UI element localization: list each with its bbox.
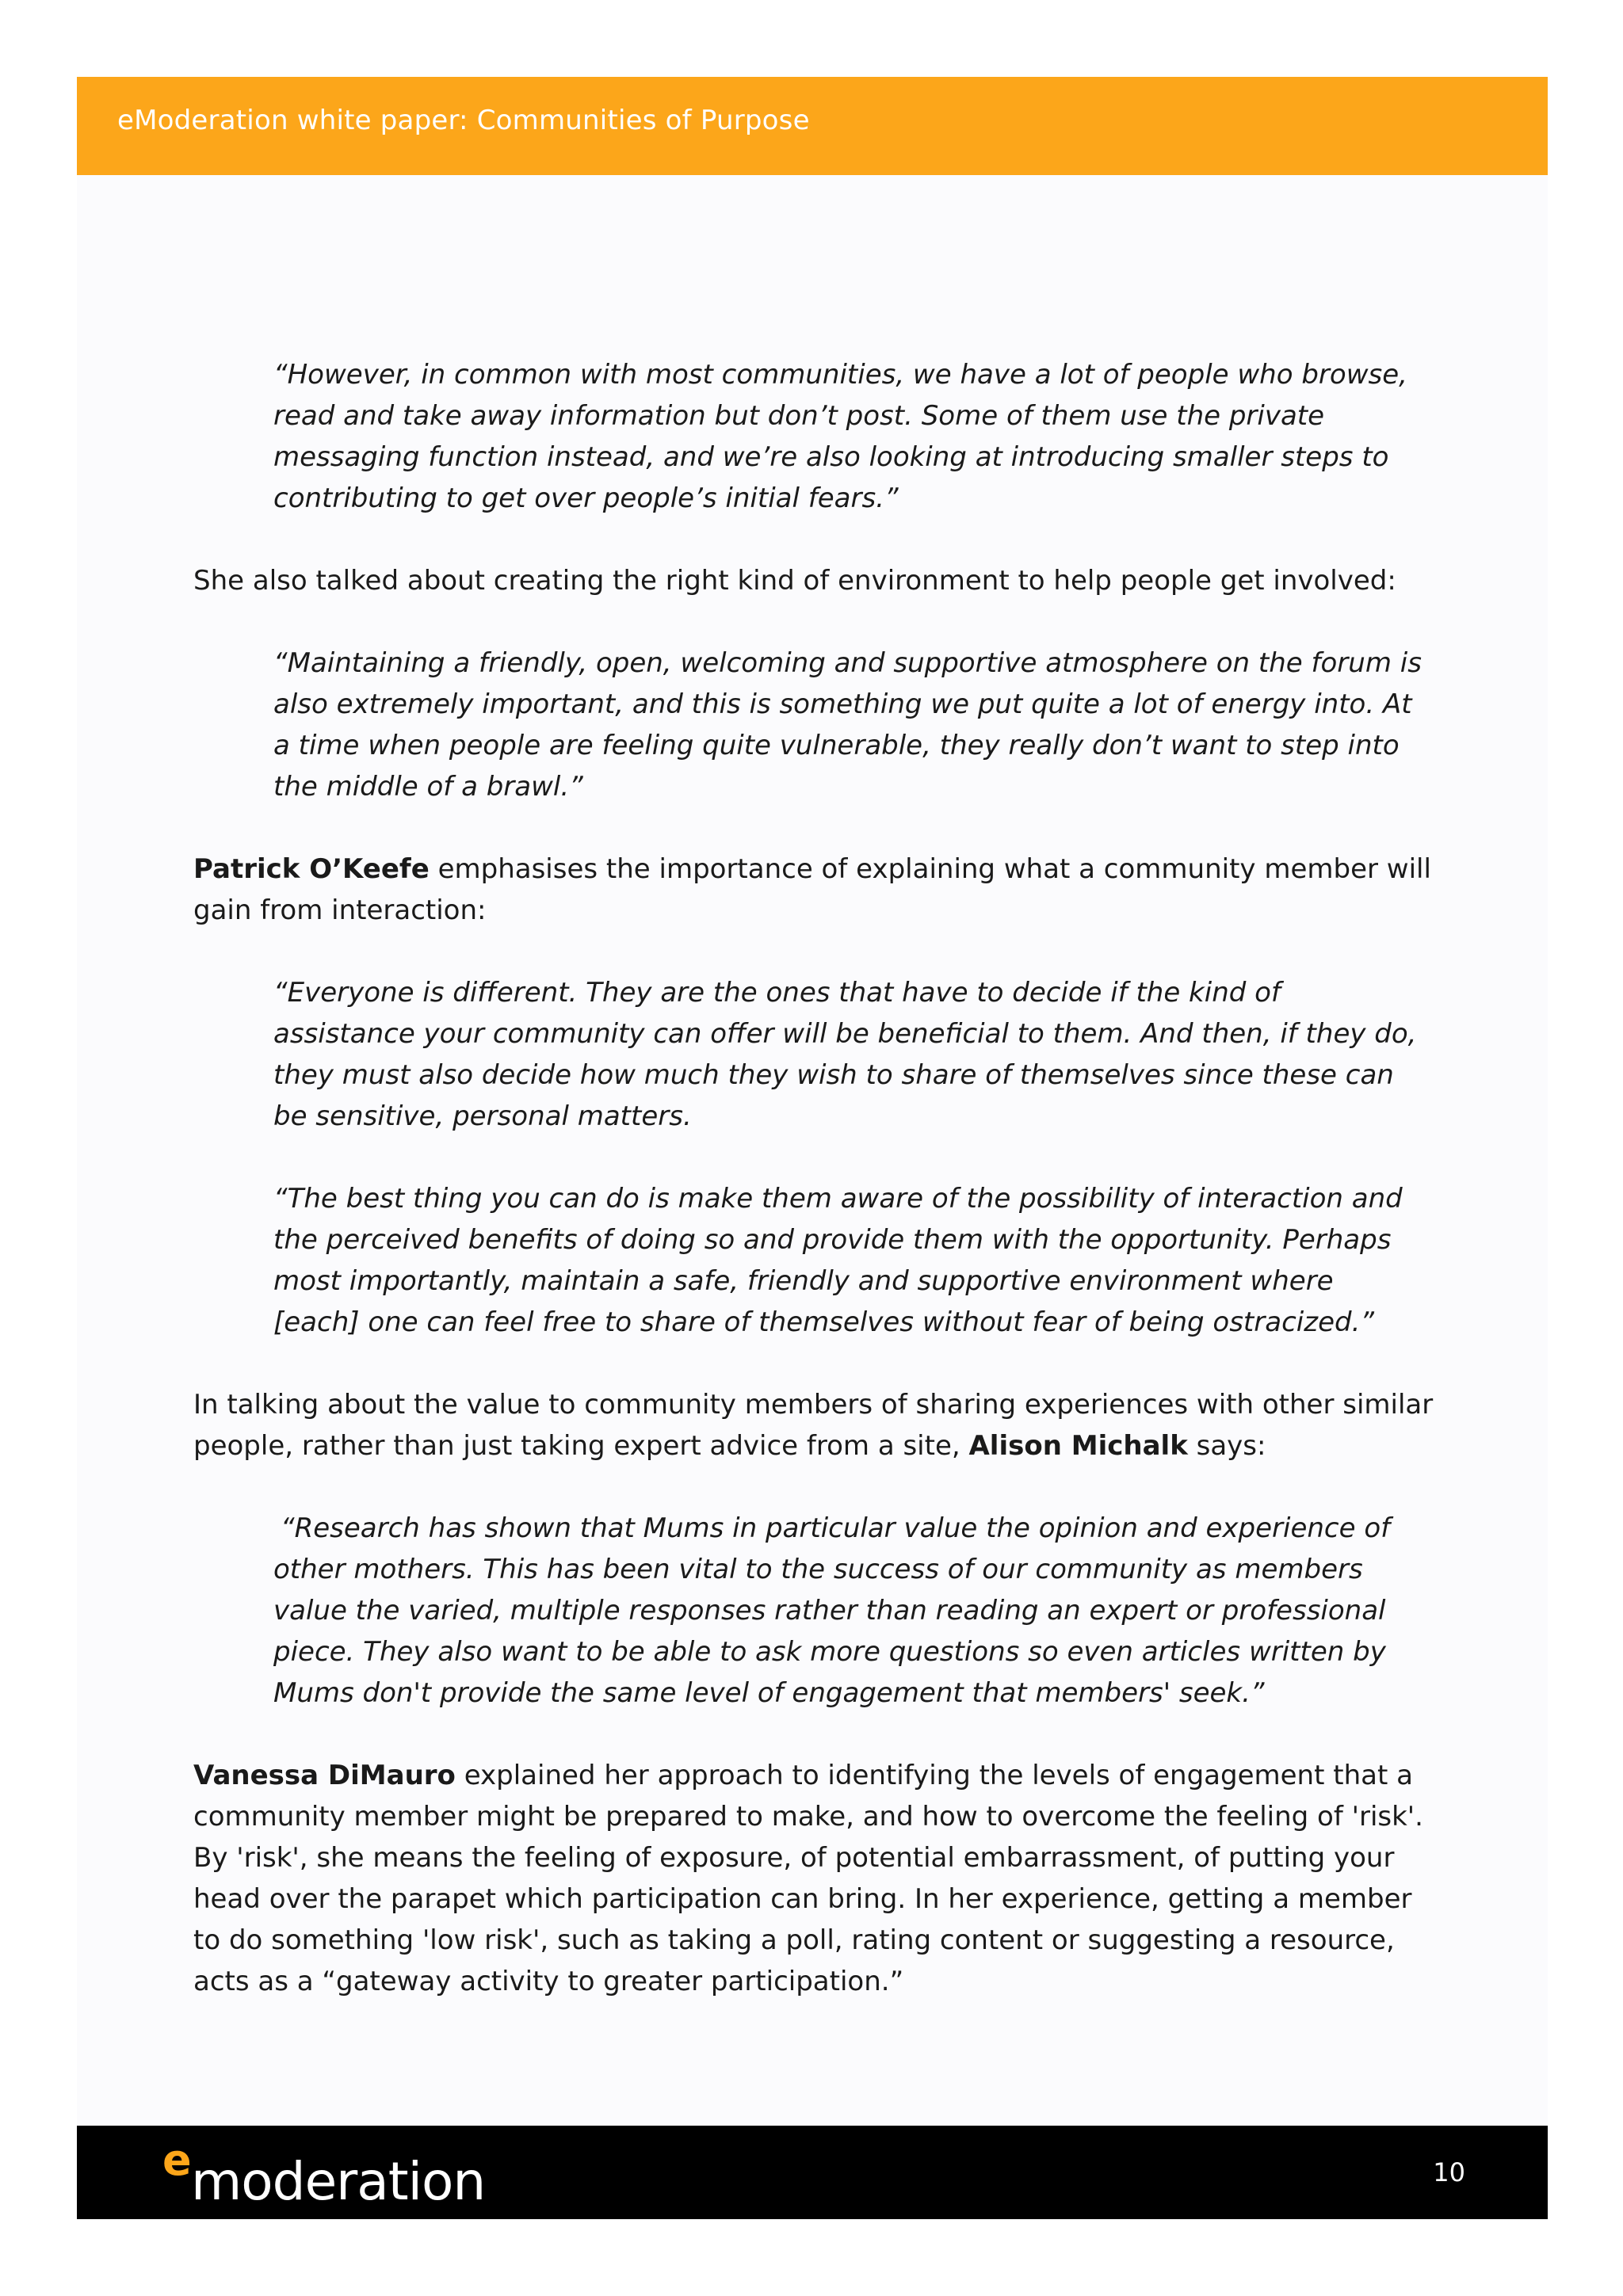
- paragraph-text: says:: [1187, 1430, 1266, 1462]
- quote-paragraph: “Everyone is different. They are the ones that have to decide if the kind of assistance your community can offer will be beneficial to them. And then, if they do, they must also decide how much they wish to share of themselves since these can be sensitive, personal matters.: [273, 977, 1417, 1132]
- person-name: Alison Michalk: [968, 1430, 1188, 1462]
- quote-paragraph: “Maintaining a friendly, open, welcoming and supportive atmosphere on the forum is also extremely important, and this is something we put quite a lot of energy into. At a time when people are feeling quite vulnerable, they really don’t want to step into the middle of a brawl.”: [273, 647, 1422, 803]
- page-footer: [77, 2126, 1548, 2219]
- header-title: eModeration white paper: Communities of Purpose: [117, 105, 810, 136]
- logo-wordmark: moderation: [191, 2151, 486, 2212]
- paragraph-text: emphasises the importance of explaining what a community member will gain from interaction:: [193, 853, 1431, 926]
- body-paragraph: [193, 1384, 1445, 1466]
- body-paragraph: She also talked about creating the right kind of environment to help people get involved:: [193, 565, 1396, 597]
- paragraph-text: In talking about the value to community members of sharing experiences with other similar people, rather than just taking expert advice from a site,: [193, 1389, 1434, 1462]
- quote-paragraph: “The best thing you can do is make them aware of the possibility of interaction and the perceived benefits of doing so and provide them with the opportunity. Perhaps most importantly, maintain a safe, friendly and supportive environment where [each] one can feel free to share of themselves without fear of being ostracized.”: [273, 1183, 1403, 1338]
- person-name: Vanessa DiMauro: [193, 1760, 456, 1791]
- page-number: 10: [1433, 2157, 1465, 2187]
- paragraph-text: explained her approach to identifying the levels of engagement that a community member might be prepared to make, and how to overcome the feeling of 'risk'. By 'risk', she means the feeling of exposure, of potential embarrassment, of putting your head over the parapet which participation can bring. In her experience, getting a member to do something 'low risk', such as taking a poll, rating content or suggesting a resource, acts as a “gateway activity to greater participation.”: [193, 1760, 1423, 1997]
- quote-paragraph: “Research has shown that Mums in particular value the opinion and experience of other mothers. This has been vital to the success of our community as members value the varied, multiple responses rather than reading an expert or professional piece. They also want to be able to ask more questions so even articles written by Mums don't provide the same level of engagement that members' seek.”: [273, 1512, 1391, 1709]
- document-body: [193, 354, 1445, 2002]
- page-header: [77, 77, 1548, 175]
- body-paragraph: [193, 1755, 1445, 2002]
- quote-paragraph: “However, in common with most communities, we have a lot of people who browse, read and take away information but don’t post. Some of them use the private messaging function instead, and we’re also looking at introducing smaller steps to contributing to get over people’s initial fears.”: [273, 359, 1407, 514]
- logo-e-letter: e: [162, 2135, 192, 2185]
- body-paragraph: [193, 849, 1445, 931]
- person-name: Patrick O’Keefe: [193, 853, 430, 885]
